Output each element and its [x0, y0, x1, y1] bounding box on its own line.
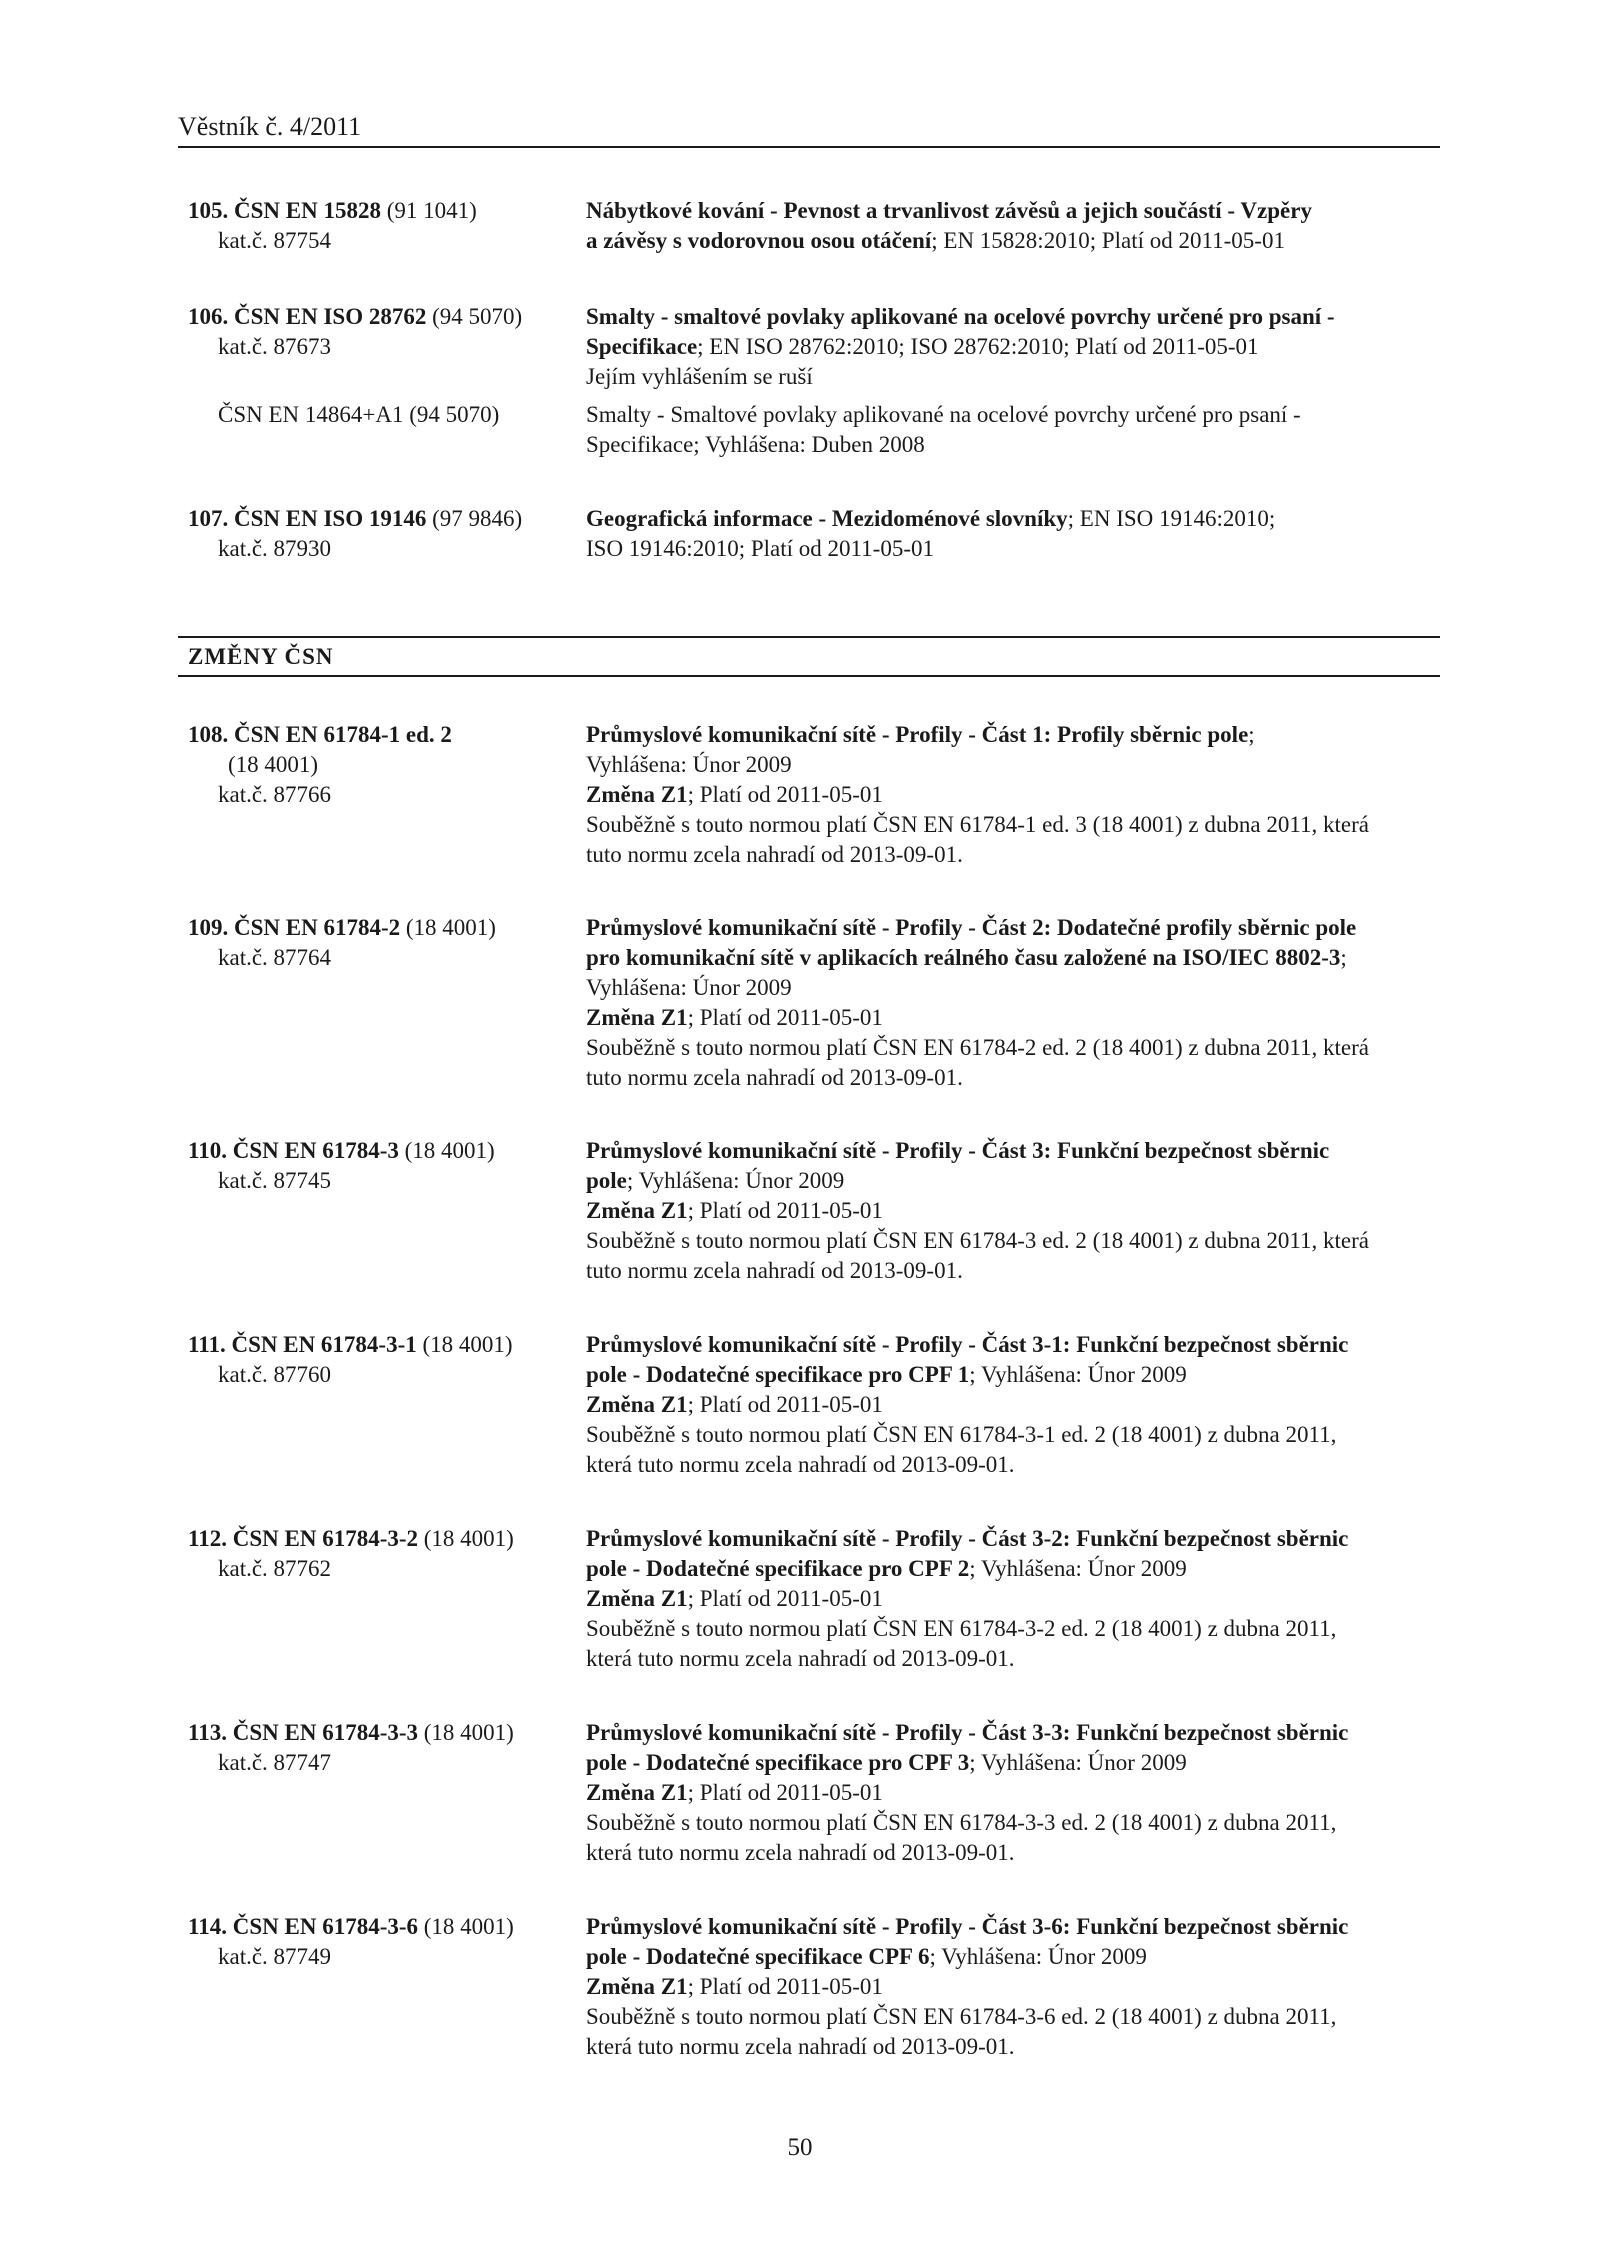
entry-text: ; — [1340, 945, 1347, 970]
entry-number: 106. ČSN EN ISO 28762 — [188, 304, 427, 329]
entry-text: Specifikace; Vyhlášena: Duben 2008 — [586, 432, 925, 457]
entry-kat: kat.č. 87749 — [218, 1944, 332, 1969]
entry-code: (91 1041) — [380, 198, 477, 223]
entry-left — [188, 1136, 578, 1196]
entry-kat: kat.č. 87760 — [218, 1362, 332, 1387]
entry-text: ; Platí od 2011-05-01 — [687, 1198, 883, 1223]
entry-title: Změna Z1 — [586, 782, 688, 807]
entry-title: Specifikace — [586, 334, 698, 359]
entry-text: ; — [1248, 722, 1255, 747]
entry-title: Změna Z1 — [586, 1780, 688, 1805]
entry-number: 114. ČSN EN 61784-3-6 — [188, 1914, 419, 1939]
entry-left — [188, 913, 578, 973]
entry-right — [586, 1330, 1446, 1480]
entry-text: ; EN ISO 19146:2010; — [1067, 506, 1276, 531]
entry-right — [586, 504, 1446, 564]
header-rule — [178, 146, 1440, 148]
entry-left — [188, 302, 578, 362]
entry-right — [586, 400, 1446, 460]
entry-text: Souběžně s touto normou platí ČSN EN 61784-3-1 ed. 2 (18 4001) z dubna 2011, — [586, 1422, 1337, 1447]
entry-text: tuto normu zcela nahradí od 2013-09-01. — [586, 1065, 963, 1090]
entry-kat: kat.č. 87673 — [218, 334, 332, 359]
entry-text: ; Vyhlášena: Únor 2009 — [969, 1362, 1187, 1387]
entry-title: Smalty - smaltové povlaky aplikované na ocelové povrchy určené pro psaní - — [586, 304, 1335, 329]
entry-title: pole - Dodatečné specifikace pro CPF 3 — [586, 1750, 970, 1775]
entry-right — [586, 1136, 1446, 1286]
entry-text: která tuto normu zcela nahradí od 2013-09-01. — [586, 1646, 1015, 1671]
entry-title: Nábytkové kování - Pevnost a trvanlivost závěsů a jejich součástí - Vzpěry — [586, 198, 1312, 223]
entry-text: Souběžně s touto normou platí ČSN EN 61784-1 ed. 3 (18 4001) z dubna 2011, která — [586, 812, 1369, 837]
entry-left — [188, 1330, 578, 1390]
entry-kat: kat.č. 87766 — [218, 782, 332, 807]
entry-text: která tuto normu zcela nahradí od 2013-09-01. — [586, 1840, 1015, 1865]
entry-title: Průmyslové komunikační sítě - Profily - Část 1: Profily sběrnic pole — [586, 722, 1249, 747]
entry-title: pole - Dodatečné specifikace pro CPF 2 — [586, 1556, 970, 1581]
section-title: ZMĚNY ČSN — [188, 644, 334, 669]
entry-left — [188, 400, 578, 430]
entry-left — [188, 1524, 578, 1584]
entry-text: Vyhlášena: Únor 2009 — [586, 752, 792, 777]
page-header-title: Věstník č. 4/2011 — [178, 112, 362, 141]
entry-title: Změna Z1 — [586, 1586, 688, 1611]
entry-left — [188, 720, 578, 810]
entry-code: (18 4001) — [418, 1720, 514, 1745]
entry-text: Souběžně s touto normou platí ČSN EN 61784-2 ed. 2 (18 4001) z dubna 2011, která — [586, 1035, 1369, 1060]
entry-number: 107. ČSN EN ISO 19146 — [188, 506, 427, 531]
entry-title: Geografická informace - Mezidoménové slovníky — [586, 506, 1068, 531]
entry-text: ; Platí od 2011-05-01 — [687, 1392, 883, 1417]
entry-kat: kat.č. 87764 — [218, 945, 332, 970]
entry-right — [586, 913, 1446, 1093]
entry-left — [188, 1912, 578, 1972]
entry-text: Vyhlášena: Únor 2009 — [586, 975, 792, 1000]
entry-text: ; Vyhlášena: Únor 2009 — [626, 1168, 845, 1193]
entry-number: 112. ČSN EN 61784-3-2 — [188, 1526, 419, 1551]
entry-left — [188, 504, 578, 564]
page-number: 50 — [787, 2134, 813, 2161]
entry-code: (18 4001) — [228, 752, 319, 777]
entry-kat: kat.č. 87930 — [218, 536, 332, 561]
entry-kat: kat.č. 87747 — [218, 1750, 332, 1775]
entry-text: Smalty - Smaltové povlaky aplikované na ocelové povrchy určené pro psaní - — [586, 402, 1301, 427]
replaced-standard: ČSN EN 14864+A1 (94 5070) — [218, 402, 500, 427]
entry-code: (18 4001) — [416, 1332, 513, 1357]
entry-text: která tuto normu zcela nahradí od 2013-09-01. — [586, 1452, 1015, 1477]
entry-text: Souběžně s touto normou platí ČSN EN 61784-3 ed. 2 (18 4001) z dubna 2011, která — [586, 1228, 1369, 1253]
entry-title: Průmyslové komunikační sítě - Profily - Část 2: Dodatečné profily sběrnic pole — [586, 915, 1357, 940]
entry-text: Souběžně s touto normou platí ČSN EN 61784-3-3 ed. 2 (18 4001) z dubna 2011, — [586, 1810, 1337, 1835]
entry-code: (18 4001) — [398, 1138, 495, 1163]
entry-left — [188, 1718, 578, 1778]
entry-title: Průmyslové komunikační sítě - Profily - Část 3-1: Funkční bezpečnost sběrnic — [586, 1332, 1349, 1357]
entry-text: Souběžně s touto normou platí ČSN EN 61784-3-6 ed. 2 (18 4001) z dubna 2011, — [586, 2004, 1337, 2029]
entry-code: (94 5070) — [426, 304, 523, 329]
entry-number: 111. ČSN EN 61784-3-1 — [188, 1332, 417, 1357]
entry-right — [586, 196, 1446, 256]
entry-right — [586, 302, 1446, 392]
entry-title: pole — [586, 1168, 627, 1193]
entry-text: tuto normu zcela nahradí od 2013-09-01. — [586, 842, 963, 867]
entry-text: tuto normu zcela nahradí od 2013-09-01. — [586, 1258, 963, 1283]
entry-code: (97 9846) — [426, 506, 523, 531]
entry-text: ; Platí od 2011-05-01 — [687, 1586, 883, 1611]
entry-text: ; EN ISO 28762:2010; ISO 28762:2010; Platí od 2011-05-01 — [697, 334, 1259, 359]
entry-text: ; Platí od 2011-05-01 — [687, 1974, 883, 1999]
entry-text: ; Platí od 2011-05-01 — [687, 782, 883, 807]
entry-code: (18 4001) — [418, 1526, 514, 1551]
entry-text: která tuto normu zcela nahradí od 2013-09-01. — [586, 2034, 1015, 2059]
entry-text: ; Platí od 2011-05-01 — [687, 1780, 883, 1805]
entry-title: a závěsy s vodorovnou osou otáčení — [586, 228, 932, 253]
entry-number: 110. ČSN EN 61784-3 — [188, 1138, 399, 1163]
entry-text: Souběžně s touto normou platí ČSN EN 61784-3-2 ed. 2 (18 4001) z dubna 2011, — [586, 1616, 1337, 1641]
entry-code: (18 4001) — [400, 915, 496, 940]
section-rule-top — [178, 636, 1440, 638]
entry-text: Jejím vyhlášením se ruší — [586, 364, 813, 389]
entry-title: Změna Z1 — [586, 1392, 688, 1417]
entry-text: ; Vyhlášena: Únor 2009 — [929, 1944, 1147, 1969]
entry-number: 109. ČSN EN 61784-2 — [188, 915, 401, 940]
entry-code: (18 4001) — [418, 1914, 514, 1939]
entry-number: 105. ČSN EN 15828 — [188, 198, 381, 223]
entry-right — [586, 1912, 1446, 2062]
entry-title: Změna Z1 — [586, 1974, 688, 1999]
entry-number: 113. ČSN EN 61784-3-3 — [188, 1720, 419, 1745]
entry-title: pole - Dodatečné specifikace pro CPF 1 — [586, 1362, 970, 1387]
entry-text: ; Vyhlášena: Únor 2009 — [969, 1556, 1187, 1581]
entry-title: Průmyslové komunikační sítě - Profily - Část 3: Funkční bezpečnost sběrnic — [586, 1138, 1330, 1163]
entry-title: pole - Dodatečné specifikace CPF 6 — [586, 1944, 930, 1969]
entry-kat: kat.č. 87745 — [218, 1168, 332, 1193]
entry-kat: kat.č. 87754 — [218, 228, 332, 253]
entry-right — [586, 720, 1446, 870]
entry-text: ; EN 15828:2010; Platí od 2011-05-01 — [931, 228, 1285, 253]
entry-title: pro komunikační sítě v aplikacích reálného času založené na ISO/IEC 8802-3 — [586, 945, 1341, 970]
entry-text: ; Vyhlášena: Únor 2009 — [969, 1750, 1187, 1775]
entry-text: ; Platí od 2011-05-01 — [687, 1005, 883, 1030]
entry-title: Průmyslové komunikační sítě - Profily - Část 3-2: Funkční bezpečnost sběrnic — [586, 1526, 1349, 1551]
entry-left — [188, 196, 578, 256]
entry-title: Změna Z1 — [586, 1005, 688, 1030]
section-rule-bottom — [178, 675, 1440, 677]
entry-title: Průmyslové komunikační sítě - Profily - Část 3-3: Funkční bezpečnost sběrnic — [586, 1720, 1349, 1745]
entry-right — [586, 1524, 1446, 1674]
entry-right — [586, 1718, 1446, 1868]
entry-number: 108. ČSN EN 61784-1 ed. 2 — [188, 722, 452, 747]
entry-text: ISO 19146:2010; Platí od 2011-05-01 — [586, 536, 934, 561]
entry-kat: kat.č. 87762 — [218, 1556, 332, 1581]
entry-title: Průmyslové komunikační sítě - Profily - Část 3-6: Funkční bezpečnost sběrnic — [586, 1914, 1349, 1939]
entry-title: Změna Z1 — [586, 1198, 688, 1223]
